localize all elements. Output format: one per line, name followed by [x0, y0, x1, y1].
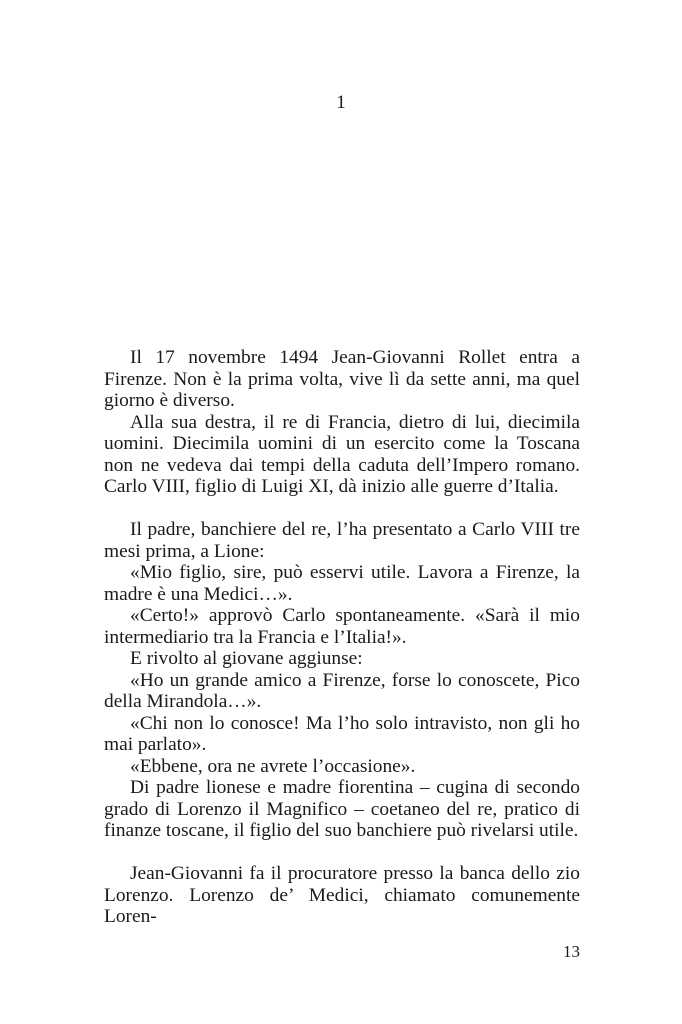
- section-break: [104, 842, 580, 864]
- chapter-number: 1: [336, 92, 346, 113]
- paragraph: Di padre lionese e madre fiorentina – cugina di secondo grado di Lorenzo il Magnifico – coetaneo del re, pratico di finanze toscane, il figlio del suo banchiere può rivelarsi utile.: [104, 777, 580, 841]
- paragraph: E rivolto al giovane aggiunse:: [130, 648, 363, 669]
- paragraph: Il 17 novembre 1494 Jean-Giovanni Rollet entra a Firenze. Non è la prima volta, vive lì da sette anni, ma quel giorno è diverso.: [104, 347, 580, 411]
- paragraph: «Chi non lo conosce! Ma l’ho solo intravisto, non gli ho mai parlato».: [104, 712, 580, 755]
- body-text: [104, 347, 580, 928]
- paragraph: Jean-Giovanni fa il procuratore presso la banca dello zio Lorenzo. Lorenzo de’ Medici, chiamato comunemente Loren-: [104, 863, 580, 927]
- paragraph: «Ebbene, ora ne avrete l’occasione».: [130, 755, 416, 777]
- page-number: 13: [563, 942, 580, 961]
- paragraph: Il padre, banchiere del re, l’ha presentato a Carlo VIII tre mesi prima, a Lione:: [104, 519, 580, 562]
- paragraph: «Certo!» approvò Carlo spontaneamente. «Sarà il mio intermediario tra la Francia e l’Italia!».: [104, 605, 580, 648]
- paragraph: Alla sua destra, il re di Francia, dietro di lui, diecimila uomini. Diecimila uomini di un esercito come la Toscana non ne vedeva dai tempi della caduta dell’Impero romano. Carlo VIII, figlio di Luigi XI, dà inizio alle guerre d’Italia.: [104, 411, 580, 497]
- paragraph: «Mio figlio, sire, può esservi utile. Lavora a Firenze, la madre è una Medici…».: [104, 562, 580, 605]
- section-break: [104, 498, 580, 520]
- paragraph: «Ho un grande amico a Firenze, forse lo conoscete, Pico della Mirandola…».: [104, 669, 580, 712]
